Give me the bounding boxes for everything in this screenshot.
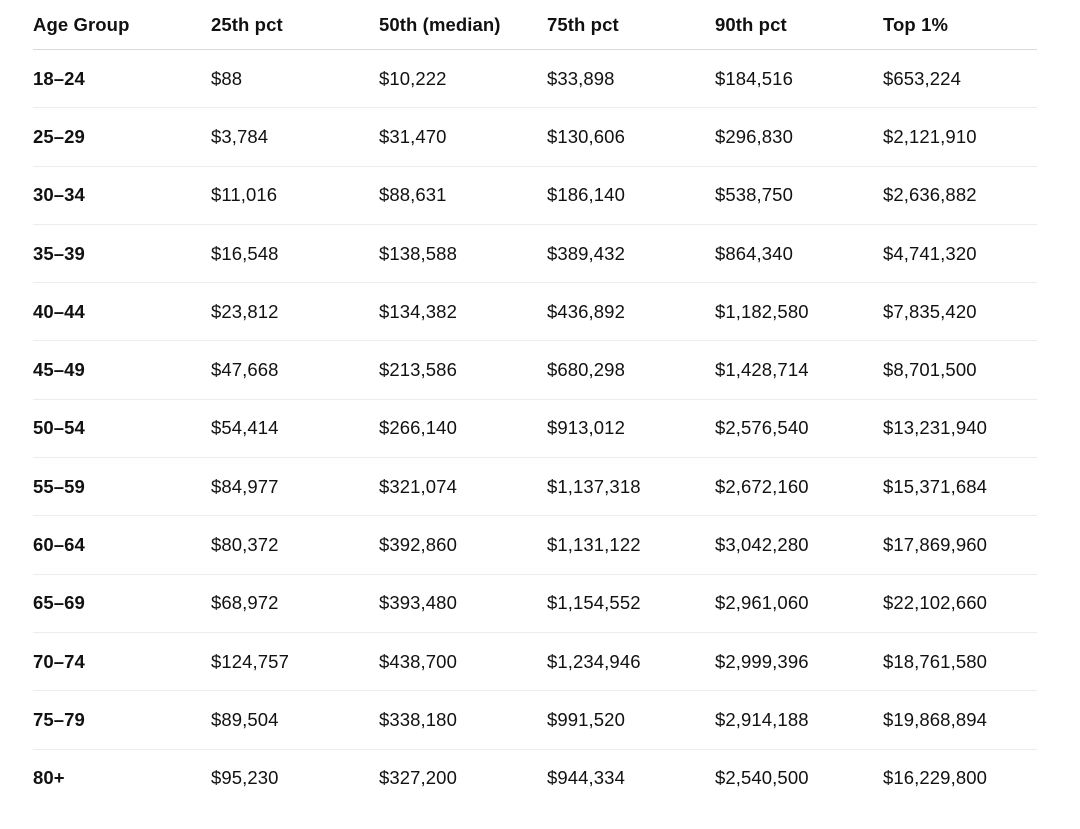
top-1-pct-cell: $653,224 xyxy=(883,50,1037,108)
pct-90-cell: $1,428,714 xyxy=(715,341,883,399)
pct-75-cell: $186,140 xyxy=(547,166,715,224)
top-1-pct-cell: $7,835,420 xyxy=(883,283,1037,341)
age-group-cell: 55–59 xyxy=(33,458,211,516)
table-row xyxy=(33,458,1037,516)
top-1-pct-cell: $8,701,500 xyxy=(883,341,1037,399)
top-1-pct-cell: $4,741,320 xyxy=(883,224,1037,282)
pct-90-cell: $2,576,540 xyxy=(715,399,883,457)
median-cell: $327,200 xyxy=(379,767,457,789)
header-90th-pct: 90th pct xyxy=(715,0,883,50)
pct-25-cell: $47,668 xyxy=(211,341,379,399)
age-group-cell: 65–69 xyxy=(33,574,211,632)
pct-25-cell: $54,414 xyxy=(211,399,379,457)
table-row xyxy=(33,574,1037,632)
age-group-cell: 18–24 xyxy=(33,50,211,108)
median-cell: $438,700 xyxy=(379,632,547,690)
pct-90-cell: $184,516 xyxy=(715,50,883,108)
pct-90-cell: $2,914,188 xyxy=(715,691,883,749)
age-group-cell: 40–44 xyxy=(33,283,211,341)
header-age-group: Age Group xyxy=(33,0,211,50)
top-1-pct-cell: $16,229,800 xyxy=(883,767,987,789)
pct-75-cell: $130,606 xyxy=(547,108,715,166)
pct-25-cell: $16,548 xyxy=(211,224,379,282)
pct-90-cell: $2,961,060 xyxy=(715,574,883,632)
header-25th-pct: 25th pct xyxy=(211,0,379,50)
top-1-pct-cell: $22,102,660 xyxy=(883,574,1037,632)
pct-25-cell: $3,784 xyxy=(211,108,379,166)
pct-25-cell: $124,757 xyxy=(211,632,379,690)
table-row xyxy=(33,166,1037,224)
median-cell: $31,470 xyxy=(379,108,547,166)
header-75th-pct: 75th pct xyxy=(547,0,715,50)
pct-90-cell: $2,672,160 xyxy=(715,458,883,516)
pct-75-cell: $1,154,552 xyxy=(547,574,715,632)
age-group-cell: 35–39 xyxy=(33,224,211,282)
header-50th-median: 50th (median) xyxy=(379,0,547,50)
pct-90-cell: $296,830 xyxy=(715,108,883,166)
pct-75-cell: $436,892 xyxy=(547,283,715,341)
pct-75-cell: $1,137,318 xyxy=(547,458,715,516)
table-row xyxy=(33,399,1037,457)
pct-90-cell: $3,042,280 xyxy=(715,516,883,574)
age-group-cell: 50–54 xyxy=(33,399,211,457)
pct-75-cell: $1,131,122 xyxy=(547,516,715,574)
pct-25-cell: $89,504 xyxy=(211,691,379,749)
pct-75-cell: $1,234,946 xyxy=(547,632,715,690)
header-row xyxy=(33,0,1037,50)
median-cell: $266,140 xyxy=(379,399,547,457)
pct-75-cell: $913,012 xyxy=(547,399,715,457)
pct-25-cell: $23,812 xyxy=(211,283,379,341)
pct-75-cell: $991,520 xyxy=(547,691,715,749)
age-group-cell: 60–64 xyxy=(33,516,211,574)
pct-90-cell: $2,540,500 xyxy=(715,767,809,789)
age-group-cell: 80+ xyxy=(33,767,65,789)
top-1-pct-cell: $17,869,960 xyxy=(883,516,1037,574)
pct-90-cell: $1,182,580 xyxy=(715,283,883,341)
table-row xyxy=(33,341,1037,399)
pct-25-cell: $68,972 xyxy=(211,574,379,632)
median-cell: $134,382 xyxy=(379,283,547,341)
top-1-pct-cell: $18,761,580 xyxy=(883,632,1037,690)
pct-75-cell: $33,898 xyxy=(547,50,715,108)
table-header xyxy=(33,0,1037,50)
table-row xyxy=(33,749,1037,807)
table-row xyxy=(33,516,1037,574)
pct-25-cell: $84,977 xyxy=(211,458,379,516)
table-row xyxy=(33,108,1037,166)
top-1-pct-cell: $2,636,882 xyxy=(883,166,1037,224)
table-row xyxy=(33,632,1037,690)
top-1-pct-cell: $15,371,684 xyxy=(883,458,1037,516)
table-row xyxy=(33,691,1037,749)
median-cell: $138,588 xyxy=(379,224,547,282)
median-cell: $213,586 xyxy=(379,341,547,399)
median-cell: $88,631 xyxy=(379,166,547,224)
pct-75-cell: $680,298 xyxy=(547,341,715,399)
pct-25-cell: $95,230 xyxy=(211,767,279,789)
table-row xyxy=(33,283,1037,341)
pct-90-cell: $2,999,396 xyxy=(715,632,883,690)
top-1-pct-cell: $2,121,910 xyxy=(883,108,1037,166)
pct-25-cell: $80,372 xyxy=(211,516,379,574)
median-cell: $392,860 xyxy=(379,516,547,574)
median-cell: $393,480 xyxy=(379,574,547,632)
table-row xyxy=(33,50,1037,108)
age-group-cell: 75–79 xyxy=(33,691,211,749)
age-group-cell: 30–34 xyxy=(33,166,211,224)
median-cell: $338,180 xyxy=(379,691,547,749)
table-body xyxy=(33,50,1037,807)
age-group-cell: 70–74 xyxy=(33,632,211,690)
table-row xyxy=(33,224,1037,282)
pct-25-cell: $88 xyxy=(211,50,379,108)
age-group-cell: 25–29 xyxy=(33,108,211,166)
pct-90-cell: $538,750 xyxy=(715,166,883,224)
top-1-pct-cell: $19,868,894 xyxy=(883,691,1037,749)
top-1-pct-cell: $13,231,940 xyxy=(883,399,1037,457)
median-cell: $321,074 xyxy=(379,458,547,516)
pct-75-cell: $944,334 xyxy=(547,767,625,789)
median-cell: $10,222 xyxy=(379,50,547,108)
net-worth-by-age-table xyxy=(33,0,1037,807)
pct-75-cell: $389,432 xyxy=(547,224,715,282)
age-group-cell: 45–49 xyxy=(33,341,211,399)
pct-90-cell: $864,340 xyxy=(715,224,883,282)
pct-25-cell: $11,016 xyxy=(211,166,379,224)
header-top-1-pct: Top 1% xyxy=(883,0,1037,50)
net-worth-table-container xyxy=(33,0,1037,807)
